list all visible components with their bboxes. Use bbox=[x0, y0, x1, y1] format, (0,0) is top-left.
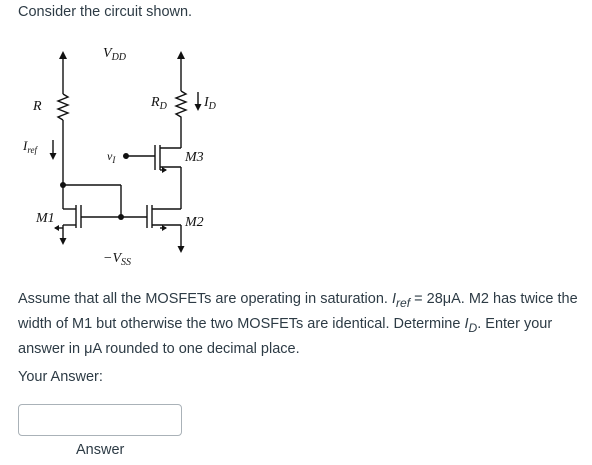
resistor-rd bbox=[176, 91, 186, 126]
m1-label: M1 bbox=[36, 211, 55, 226]
id-symbol: I bbox=[464, 315, 469, 332]
vdd-arrow-right-icon bbox=[177, 51, 185, 59]
question-text: Assume that all the MOSFETs are operating in saturation. $I_{ref} = 28\mu A$. M2 has twice the width of M1 but otherwise the two MOSFETs are identical. Determine $I_D$. Enter your answer in μA rounded to one decimal place. bbox=[18, 291, 578, 357]
answer-input-box[interactable] bbox=[18, 404, 182, 436]
vdd-arrow-left-icon bbox=[59, 51, 67, 59]
iref-symbol: I bbox=[391, 291, 396, 307]
junction-dot bbox=[60, 182, 66, 188]
vss-label: $-V_{SS}$ bbox=[103, 251, 131, 268]
junction-dot bbox=[118, 214, 124, 220]
m3-label: M3 bbox=[185, 150, 204, 165]
m2-source-arrow-icon bbox=[178, 246, 185, 253]
iref-arrow-icon bbox=[50, 153, 57, 160]
vdd-label: $V_{DD}$ bbox=[103, 46, 127, 63]
rd-label: $R_D$ bbox=[151, 95, 167, 112]
iref-label: $I_{ref}$ bbox=[23, 138, 38, 155]
m1-source-arrow-icon bbox=[60, 238, 67, 245]
id-label: $I_D$ bbox=[204, 95, 216, 112]
vi-label: $v_I$ bbox=[107, 149, 116, 165]
vi-input-dot bbox=[123, 153, 129, 159]
answer-caption: Answer bbox=[76, 442, 125, 458]
m2-label: M2 bbox=[185, 215, 204, 230]
answer-input[interactable] bbox=[19, 405, 181, 435]
your-answer-label: Your Answer: bbox=[18, 369, 103, 385]
id-arrow-icon bbox=[195, 104, 202, 111]
question-prompt: Consider the circuit shown. bbox=[18, 4, 193, 20]
r-label: R bbox=[33, 99, 42, 114]
resistor-r bbox=[58, 94, 68, 120]
